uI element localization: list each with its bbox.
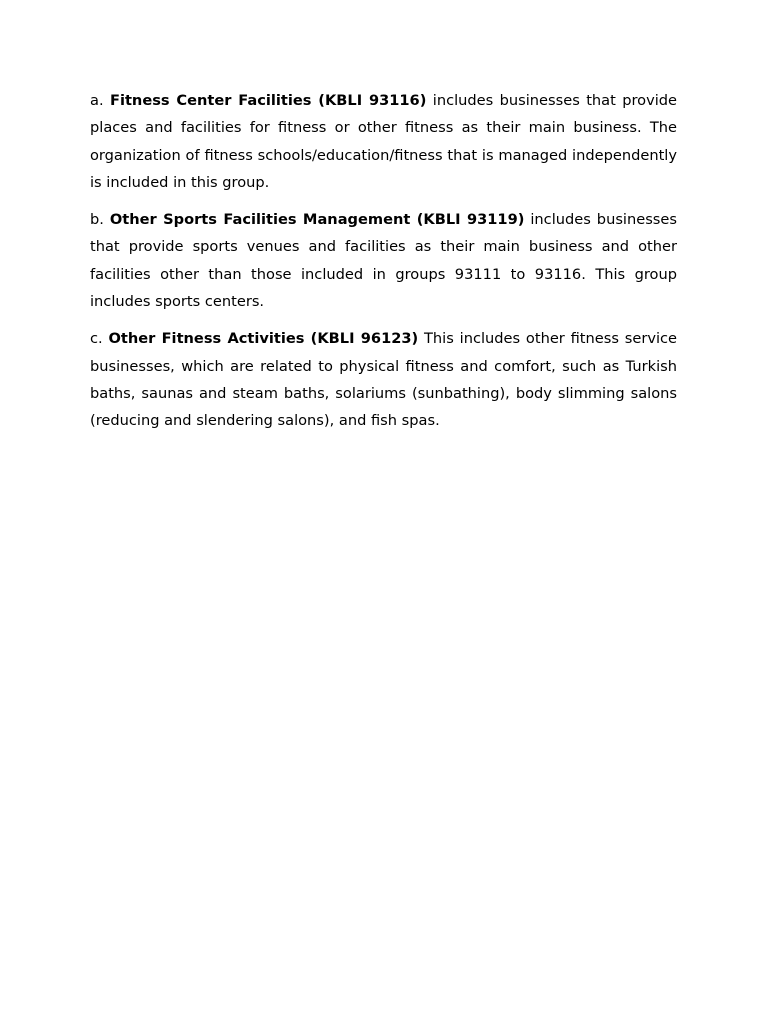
item-text: includes businesses that provide sports venues and facilities as their main business and other facilities other than those included in groups 93111 to 93116. This group includes sports centers. (90, 211, 677, 311)
list-item-b (90, 206, 677, 315)
item-text: This includes other fitness service businesses, which are related to physical fitness and comfort, such as Turkish baths, saunas and steam baths, solariums (sunbathing), body slimming salons (reducing and slendering salons), and fish spas. (90, 330, 678, 430)
document-page (90, 87, 677, 445)
item-text: includes businesses that provide places and facilities for fitness or other fitness as their main business. The organization of fitness schools/education/fitness that is managed independently is included in this group. (90, 92, 678, 191)
item-marker: a. (90, 92, 104, 109)
item-marker: c. (90, 330, 103, 348)
item-term: Other Sports Facilities Management (KBLI 93119) (109, 211, 525, 229)
list-item-c (90, 325, 677, 434)
item-term: Other Fitness Activities (KBLI 96123) (108, 330, 419, 348)
list-item-a (90, 87, 677, 196)
item-term: Fitness Center Facilities (KBLI 93116) (109, 92, 427, 109)
item-marker: b. (90, 211, 104, 229)
